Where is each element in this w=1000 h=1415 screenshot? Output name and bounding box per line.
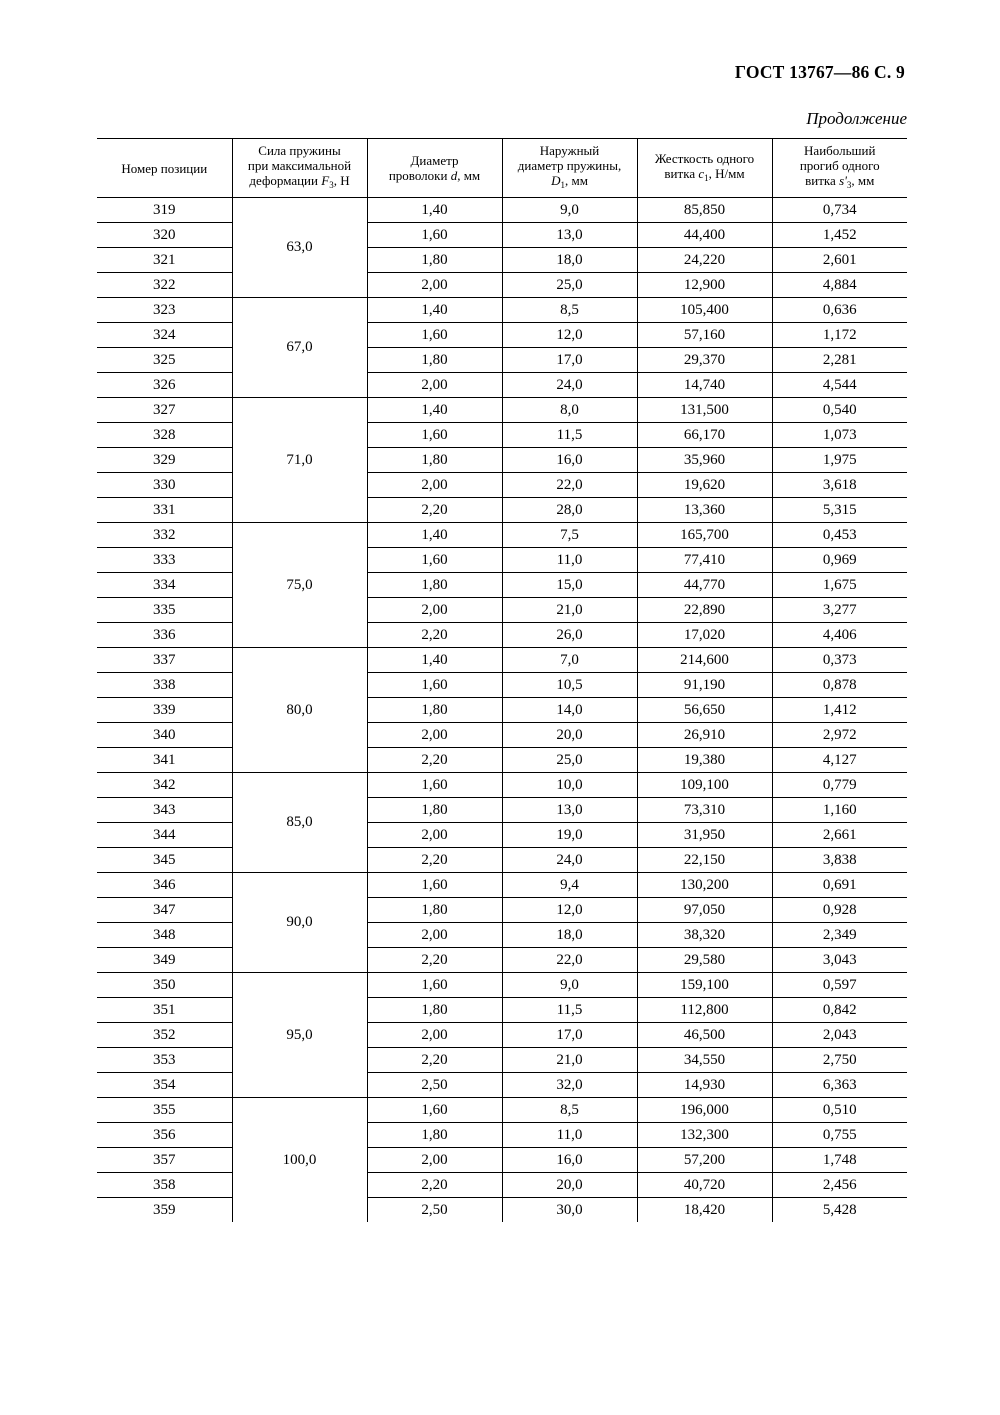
coil-stiffness-cell: 31,950 xyxy=(637,823,772,848)
table-row xyxy=(97,723,907,748)
coil-stiffness-cell: 77,410 xyxy=(637,548,772,573)
table-row xyxy=(97,848,907,873)
outer-diameter-cell: 8,5 xyxy=(502,298,637,323)
position-number-cell: 322 xyxy=(97,273,232,298)
wire-diameter-cell: 2,50 xyxy=(367,1073,502,1098)
max-deflection-cell: 0,969 xyxy=(772,548,907,573)
coil-stiffness-cell: 26,910 xyxy=(637,723,772,748)
position-number-cell: 337 xyxy=(97,648,232,673)
outer-diameter-cell: 20,0 xyxy=(502,723,637,748)
coil-stiffness-cell: 159,100 xyxy=(637,973,772,998)
position-number-cell: 342 xyxy=(97,773,232,798)
table-row xyxy=(97,623,907,648)
page-header: ГОСТ 13767—86 С. 9 xyxy=(734,62,905,82)
outer-diameter-cell: 24,0 xyxy=(502,848,637,873)
coil-stiffness-cell: 12,900 xyxy=(637,273,772,298)
table-row xyxy=(97,473,907,498)
coil-stiffness-cell: 29,580 xyxy=(637,948,772,973)
outer-diameter-cell: 25,0 xyxy=(502,748,637,773)
outer-diameter-cell: 11,5 xyxy=(502,423,637,448)
outer-diameter-cell: 17,0 xyxy=(502,348,637,373)
position-number-cell: 324 xyxy=(97,323,232,348)
max-deflection-cell: 1,452 xyxy=(772,223,907,248)
max-deflection-cell: 4,406 xyxy=(772,623,907,648)
outer-diameter-cell: 9,0 xyxy=(502,198,637,223)
outer-diameter-cell: 22,0 xyxy=(502,473,637,498)
spring-force-cell: 90,0 xyxy=(232,873,367,973)
outer-diameter-cell: 11,0 xyxy=(502,548,637,573)
table-row xyxy=(97,798,907,823)
position-number-cell: 340 xyxy=(97,723,232,748)
wire-diameter-cell: 1,60 xyxy=(367,1098,502,1123)
outer-diameter-cell: 24,0 xyxy=(502,373,637,398)
coil-stiffness-cell: 132,300 xyxy=(637,1123,772,1148)
coil-stiffness-cell: 40,720 xyxy=(637,1173,772,1198)
coil-stiffness-cell: 109,100 xyxy=(637,773,772,798)
table-row xyxy=(97,698,907,723)
max-deflection-cell: 2,601 xyxy=(772,248,907,273)
wire-diameter-cell: 1,80 xyxy=(367,573,502,598)
outer-diameter-cell: 13,0 xyxy=(502,223,637,248)
table-row xyxy=(97,1123,907,1148)
wire-diameter-cell: 2,00 xyxy=(367,473,502,498)
coil-stiffness-cell: 73,310 xyxy=(637,798,772,823)
outer-diameter-cell: 22,0 xyxy=(502,948,637,973)
position-number-cell: 335 xyxy=(97,598,232,623)
coil-stiffness-cell: 112,800 xyxy=(637,998,772,1023)
coil-stiffness-cell: 22,890 xyxy=(637,598,772,623)
spring-force-cell: 95,0 xyxy=(232,973,367,1098)
table-row xyxy=(97,248,907,273)
table-row xyxy=(97,898,907,923)
wire-diameter-cell: 2,50 xyxy=(367,1198,502,1223)
coil-stiffness-cell: 56,650 xyxy=(637,698,772,723)
table-row xyxy=(97,398,907,423)
coil-stiffness-cell: 24,220 xyxy=(637,248,772,273)
wire-diameter-cell: 2,00 xyxy=(367,823,502,848)
max-deflection-cell: 3,277 xyxy=(772,598,907,623)
position-number-cell: 350 xyxy=(97,973,232,998)
position-number-cell: 339 xyxy=(97,698,232,723)
table-row xyxy=(97,873,907,898)
max-deflection-cell: 5,315 xyxy=(772,498,907,523)
coil-stiffness-cell: 165,700 xyxy=(637,523,772,548)
wire-diameter-cell: 1,80 xyxy=(367,248,502,273)
wire-diameter-cell: 1,60 xyxy=(367,223,502,248)
table-row xyxy=(97,1098,907,1123)
coil-stiffness-cell: 22,150 xyxy=(637,848,772,873)
max-deflection-cell: 1,160 xyxy=(772,798,907,823)
table-row xyxy=(97,373,907,398)
coil-stiffness-cell: 130,200 xyxy=(637,873,772,898)
table-row xyxy=(97,298,907,323)
outer-diameter-cell: 20,0 xyxy=(502,1173,637,1198)
outer-diameter-cell: 13,0 xyxy=(502,798,637,823)
table-row xyxy=(97,1073,907,1098)
coil-stiffness-cell: 66,170 xyxy=(637,423,772,448)
position-number-cell: 338 xyxy=(97,673,232,698)
position-number-cell: 352 xyxy=(97,1023,232,1048)
table-row xyxy=(97,923,907,948)
coil-stiffness-cell: 18,420 xyxy=(637,1198,772,1223)
table-row xyxy=(97,1198,907,1223)
table-row xyxy=(97,448,907,473)
wire-diameter-cell: 1,80 xyxy=(367,1123,502,1148)
col-max-deflection: Наибольший прогиб одного витка $s'_3$, мм xyxy=(772,139,907,198)
spring-force-cell: 85,0 xyxy=(232,773,367,873)
spring-force-cell: 100,0 xyxy=(232,1098,367,1223)
wire-diameter-cell: 2,00 xyxy=(367,1023,502,1048)
max-deflection-cell: 2,281 xyxy=(772,348,907,373)
position-number-cell: 323 xyxy=(97,298,232,323)
outer-diameter-cell: 18,0 xyxy=(502,923,637,948)
max-deflection-cell: 0,755 xyxy=(772,1123,907,1148)
table-row xyxy=(97,573,907,598)
outer-diameter-cell: 16,0 xyxy=(502,1148,637,1173)
coil-stiffness-cell: 14,930 xyxy=(637,1073,772,1098)
coil-stiffness-cell: 46,500 xyxy=(637,1023,772,1048)
outer-diameter-cell: 21,0 xyxy=(502,1048,637,1073)
col-spring-force: Сила пружины при максимальной деформации $F_3$, Н xyxy=(232,139,367,198)
coil-stiffness-cell: 57,160 xyxy=(637,323,772,348)
coil-stiffness-cell: 35,960 xyxy=(637,448,772,473)
outer-diameter-cell: 30,0 xyxy=(502,1198,637,1223)
wire-diameter-cell: 1,80 xyxy=(367,698,502,723)
coil-stiffness-cell: 85,850 xyxy=(637,198,772,223)
wire-diameter-cell: 1,80 xyxy=(367,348,502,373)
spring-parameters-table xyxy=(97,138,907,1222)
wire-diameter-cell: 1,60 xyxy=(367,773,502,798)
col-position-number: Номер позиции xyxy=(97,139,232,198)
max-deflection-cell: 0,453 xyxy=(772,523,907,548)
outer-diameter-cell: 26,0 xyxy=(502,623,637,648)
max-deflection-cell: 0,373 xyxy=(772,648,907,673)
max-deflection-cell: 2,972 xyxy=(772,723,907,748)
wire-diameter-cell: 1,80 xyxy=(367,448,502,473)
wire-diameter-cell: 2,20 xyxy=(367,948,502,973)
coil-stiffness-cell: 44,770 xyxy=(637,573,772,598)
table-header xyxy=(97,139,907,198)
table-row xyxy=(97,948,907,973)
wire-diameter-cell: 2,00 xyxy=(367,273,502,298)
position-number-cell: 327 xyxy=(97,398,232,423)
max-deflection-cell: 0,878 xyxy=(772,673,907,698)
table-row xyxy=(97,1173,907,1198)
position-number-cell: 329 xyxy=(97,448,232,473)
coil-stiffness-cell: 196,000 xyxy=(637,1098,772,1123)
table-row xyxy=(97,548,907,573)
max-deflection-cell: 6,363 xyxy=(772,1073,907,1098)
coil-stiffness-cell: 29,370 xyxy=(637,348,772,373)
max-deflection-cell: 0,779 xyxy=(772,773,907,798)
max-deflection-cell: 4,884 xyxy=(772,273,907,298)
outer-diameter-cell: 32,0 xyxy=(502,1073,637,1098)
max-deflection-cell: 0,842 xyxy=(772,998,907,1023)
wire-diameter-cell: 2,20 xyxy=(367,623,502,648)
coil-stiffness-cell: 105,400 xyxy=(637,298,772,323)
wire-diameter-cell: 1,60 xyxy=(367,673,502,698)
outer-diameter-cell: 8,0 xyxy=(502,398,637,423)
coil-stiffness-cell: 97,050 xyxy=(637,898,772,923)
wire-diameter-cell: 1,40 xyxy=(367,198,502,223)
outer-diameter-cell: 10,5 xyxy=(502,673,637,698)
outer-diameter-cell: 12,0 xyxy=(502,323,637,348)
wire-diameter-cell: 1,60 xyxy=(367,873,502,898)
col-outer-diameter: Наружный диаметр пружины, $D_1$, мм xyxy=(502,139,637,198)
continuation-label: Продолжение xyxy=(806,109,907,128)
coil-stiffness-cell: 14,740 xyxy=(637,373,772,398)
position-number-cell: 332 xyxy=(97,523,232,548)
coil-stiffness-cell: 19,620 xyxy=(637,473,772,498)
max-deflection-cell: 2,661 xyxy=(772,823,907,848)
coil-stiffness-cell: 34,550 xyxy=(637,1048,772,1073)
outer-diameter-cell: 12,0 xyxy=(502,898,637,923)
outer-diameter-cell: 19,0 xyxy=(502,823,637,848)
max-deflection-cell: 1,675 xyxy=(772,573,907,598)
max-deflection-cell: 3,618 xyxy=(772,473,907,498)
wire-diameter-cell: 2,20 xyxy=(367,1173,502,1198)
position-number-cell: 341 xyxy=(97,748,232,773)
max-deflection-cell: 3,043 xyxy=(772,948,907,973)
max-deflection-cell: 0,597 xyxy=(772,973,907,998)
wire-diameter-cell: 1,40 xyxy=(367,523,502,548)
wire-diameter-cell: 2,00 xyxy=(367,373,502,398)
position-number-cell: 349 xyxy=(97,948,232,973)
max-deflection-cell: 2,456 xyxy=(772,1173,907,1198)
position-number-cell: 326 xyxy=(97,373,232,398)
max-deflection-cell: 4,544 xyxy=(772,373,907,398)
position-number-cell: 351 xyxy=(97,998,232,1023)
spring-force-cell: 63,0 xyxy=(232,198,367,298)
wire-diameter-cell: 1,60 xyxy=(367,548,502,573)
position-number-cell: 325 xyxy=(97,348,232,373)
wire-diameter-cell: 1,80 xyxy=(367,998,502,1023)
max-deflection-cell: 2,043 xyxy=(772,1023,907,1048)
wire-diameter-cell: 1,40 xyxy=(367,398,502,423)
table-row xyxy=(97,998,907,1023)
outer-diameter-cell: 28,0 xyxy=(502,498,637,523)
outer-diameter-cell: 17,0 xyxy=(502,1023,637,1048)
max-deflection-cell: 5,428 xyxy=(772,1198,907,1223)
wire-diameter-cell: 2,00 xyxy=(367,923,502,948)
wire-diameter-cell: 1,60 xyxy=(367,323,502,348)
max-deflection-cell: 0,691 xyxy=(772,873,907,898)
outer-diameter-cell: 10,0 xyxy=(502,773,637,798)
position-number-cell: 343 xyxy=(97,798,232,823)
outer-diameter-cell: 9,0 xyxy=(502,973,637,998)
coil-stiffness-cell: 38,320 xyxy=(637,923,772,948)
position-number-cell: 355 xyxy=(97,1098,232,1123)
wire-diameter-cell: 1,40 xyxy=(367,648,502,673)
coil-stiffness-cell: 91,190 xyxy=(637,673,772,698)
wire-diameter-cell: 1,80 xyxy=(367,798,502,823)
coil-stiffness-cell: 44,400 xyxy=(637,223,772,248)
position-number-cell: 346 xyxy=(97,873,232,898)
coil-stiffness-cell: 19,380 xyxy=(637,748,772,773)
table-row xyxy=(97,748,907,773)
table-row xyxy=(97,223,907,248)
wire-diameter-cell: 1,60 xyxy=(367,423,502,448)
outer-diameter-cell: 15,0 xyxy=(502,573,637,598)
position-number-cell: 344 xyxy=(97,823,232,848)
outer-diameter-cell: 8,5 xyxy=(502,1098,637,1123)
wire-diameter-cell: 2,00 xyxy=(367,723,502,748)
position-number-cell: 328 xyxy=(97,423,232,448)
table-row xyxy=(97,773,907,798)
col-wire-diameter: Диаметр проволоки d, мм xyxy=(367,139,502,198)
position-number-cell: 358 xyxy=(97,1173,232,1198)
outer-diameter-cell: 25,0 xyxy=(502,273,637,298)
wire-diameter-cell: 2,20 xyxy=(367,748,502,773)
position-number-cell: 330 xyxy=(97,473,232,498)
table-row xyxy=(97,323,907,348)
table-row xyxy=(97,273,907,298)
table-row xyxy=(97,498,907,523)
coil-stiffness-cell: 13,360 xyxy=(637,498,772,523)
position-number-cell: 336 xyxy=(97,623,232,648)
position-number-cell: 348 xyxy=(97,923,232,948)
position-number-cell: 347 xyxy=(97,898,232,923)
wire-diameter-cell: 2,20 xyxy=(367,1048,502,1073)
spring-force-cell: 80,0 xyxy=(232,648,367,773)
table-body xyxy=(97,198,907,1223)
table-row xyxy=(97,673,907,698)
max-deflection-cell: 0,510 xyxy=(772,1098,907,1123)
coil-stiffness-cell: 57,200 xyxy=(637,1148,772,1173)
outer-diameter-cell: 7,5 xyxy=(502,523,637,548)
coil-stiffness-cell: 17,020 xyxy=(637,623,772,648)
table-row xyxy=(97,823,907,848)
wire-diameter-cell: 1,80 xyxy=(367,898,502,923)
position-number-cell: 345 xyxy=(97,848,232,873)
table-row xyxy=(97,648,907,673)
table-row xyxy=(97,348,907,373)
outer-diameter-cell: 18,0 xyxy=(502,248,637,273)
max-deflection-cell: 1,073 xyxy=(772,423,907,448)
max-deflection-cell: 0,636 xyxy=(772,298,907,323)
table-row xyxy=(97,523,907,548)
position-number-cell: 320 xyxy=(97,223,232,248)
table-row xyxy=(97,973,907,998)
position-number-cell: 354 xyxy=(97,1073,232,1098)
position-number-cell: 331 xyxy=(97,498,232,523)
max-deflection-cell: 1,172 xyxy=(772,323,907,348)
outer-diameter-cell: 16,0 xyxy=(502,448,637,473)
position-number-cell: 319 xyxy=(97,198,232,223)
position-number-cell: 357 xyxy=(97,1148,232,1173)
wire-diameter-cell: 2,20 xyxy=(367,498,502,523)
table-row xyxy=(97,1048,907,1073)
coil-stiffness-cell: 214,600 xyxy=(637,648,772,673)
max-deflection-cell: 1,412 xyxy=(772,698,907,723)
max-deflection-cell: 2,349 xyxy=(772,923,907,948)
wire-diameter-cell: 2,20 xyxy=(367,848,502,873)
table-row xyxy=(97,1023,907,1048)
wire-diameter-cell: 2,00 xyxy=(367,1148,502,1173)
wire-diameter-cell: 2,00 xyxy=(367,598,502,623)
spring-force-cell: 75,0 xyxy=(232,523,367,648)
position-number-cell: 333 xyxy=(97,548,232,573)
max-deflection-cell: 0,734 xyxy=(772,198,907,223)
outer-diameter-cell: 11,5 xyxy=(502,998,637,1023)
position-number-cell: 321 xyxy=(97,248,232,273)
spring-force-cell: 71,0 xyxy=(232,398,367,523)
table-row xyxy=(97,423,907,448)
position-number-cell: 356 xyxy=(97,1123,232,1148)
outer-diameter-cell: 7,0 xyxy=(502,648,637,673)
wire-diameter-cell: 1,40 xyxy=(367,298,502,323)
max-deflection-cell: 0,928 xyxy=(772,898,907,923)
max-deflection-cell: 2,750 xyxy=(772,1048,907,1073)
position-number-cell: 359 xyxy=(153,1201,176,1218)
table-row xyxy=(97,198,907,223)
max-deflection-cell: 1,975 xyxy=(772,448,907,473)
max-deflection-cell: 1,748 xyxy=(772,1148,907,1173)
position-number-cell: 334 xyxy=(97,573,232,598)
outer-diameter-cell: 9,4 xyxy=(502,873,637,898)
max-deflection-cell: 0,540 xyxy=(772,398,907,423)
coil-stiffness-cell: 131,500 xyxy=(637,398,772,423)
table-row xyxy=(97,1148,907,1173)
table-row xyxy=(97,598,907,623)
max-deflection-cell: 3,838 xyxy=(772,848,907,873)
outer-diameter-cell: 14,0 xyxy=(502,698,637,723)
outer-diameter-cell: 11,0 xyxy=(502,1123,637,1148)
col-coil-stiffness: Жесткость одного витка $c_1$, Н/мм xyxy=(637,139,772,198)
max-deflection-cell: 4,127 xyxy=(772,748,907,773)
wire-diameter-cell: 1,60 xyxy=(367,973,502,998)
spring-force-cell: 67,0 xyxy=(232,298,367,398)
position-number-cell: 353 xyxy=(97,1048,232,1073)
outer-diameter-cell: 21,0 xyxy=(502,598,637,623)
